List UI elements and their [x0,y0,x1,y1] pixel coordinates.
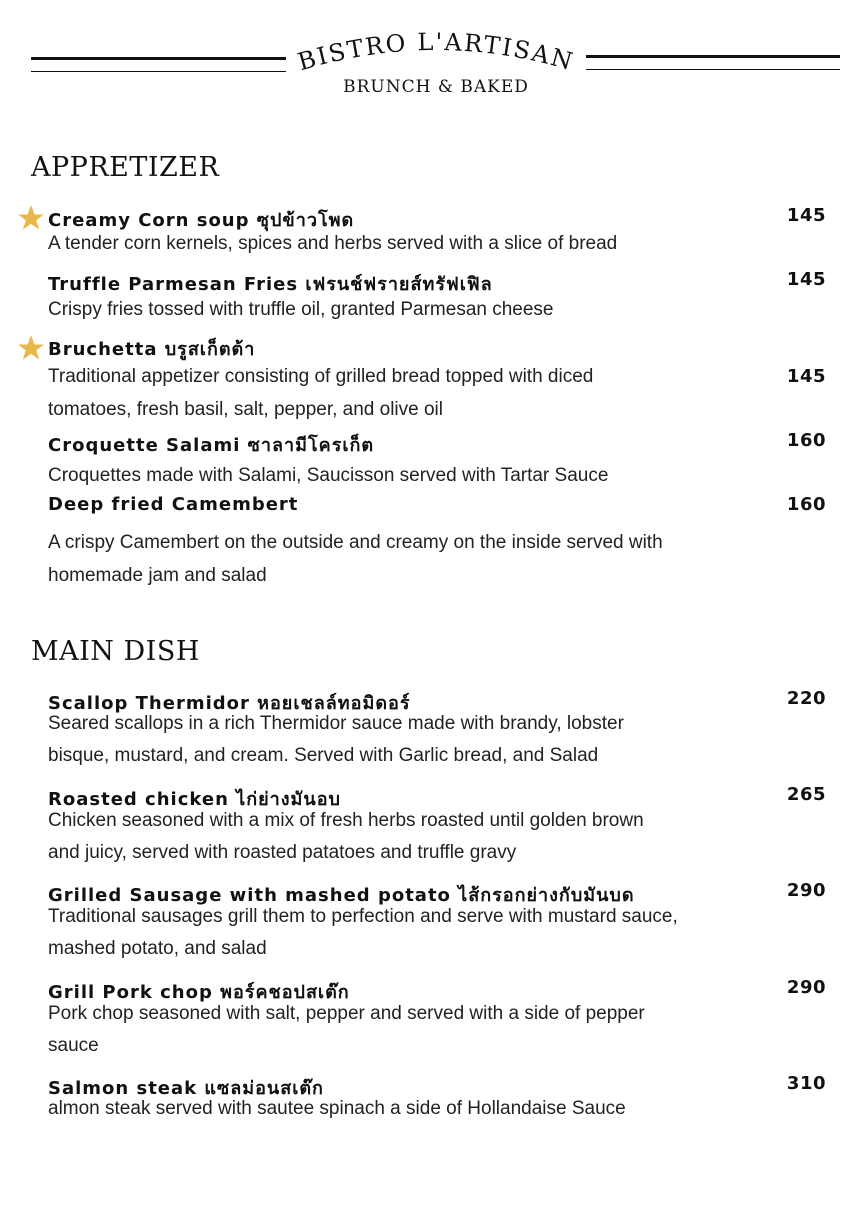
svg-text:BISTRO L'ARTISAN [295,28,578,76]
menu-item-description: bisque, mustard, and cream. Served with Garlic bread, and Salad [48,745,599,766]
menu-item-name: Grilled Sausage with mashed potato ไส้กรอกย่างกับมันบด [48,885,635,906]
header-rule-left-thick [31,57,286,60]
menu-item-description: Chicken seasoned with a mix of fresh herbs roasted until golden brown [48,810,644,831]
menu-item-price: 290 [786,880,826,901]
menu-item-name: Bruchetta บรูสเก็ตต้า [48,339,256,360]
header-rule-right-thick [586,55,840,58]
menu-item-description: A tender corn kernels, spices and herbs served with a slice of bread [48,233,618,254]
menu-item-description: homemade jam and salad [48,565,267,586]
menu-item-description: Traditional appetizer consisting of grilled bread topped with diced [48,366,594,387]
menu-item-description: almon steak served with sautee spinach a side of Hollandaise Sauce [48,1098,626,1119]
section-title-appetizer: APPRETIZER [31,152,220,183]
menu-item-price: 160 [786,430,826,451]
menu-item-name: Salmon steak แซลม่อนสเต๊ก [48,1078,324,1099]
header-rule-right-thin [586,69,840,70]
menu-item-price: 265 [786,784,826,805]
menu-item-description: Seared scallops in a rich Thermidor sauce made with brandy, lobster [48,713,624,734]
menu-item-name: Grill Pork chop พอร์คชอปสเต๊ก [48,982,350,1003]
menu-item-price: 220 [786,688,826,709]
menu-item-name: Roasted chicken ไก่ย่างมันอบ [48,789,341,810]
menu-item-description: mashed potato, and salad [48,938,267,959]
menu-item-description: A crispy Camembert on the outside and creamy on the inside served with [48,532,663,553]
brand-subtitle: BRUNCH & BAKED [343,77,529,97]
menu-item-description: Traditional sausages grill them to perfection and serve with mustard sauce, [48,906,678,927]
header-rule-left-thin [31,71,286,72]
menu-item-price: 290 [786,977,826,998]
menu-item-price: 145 [786,205,826,226]
menu-item-price: 145 [786,366,826,387]
brand-title-text: BISTRO L'ARTISAN [294,27,578,77]
menu-item-name: Truffle Parmesan Fries เฟรนช์ฟรายส์ทรัฟเฟิล [48,274,493,295]
star-icon [17,334,45,362]
menu-item-price: 310 [786,1073,826,1094]
menu-item-price: 160 [786,494,826,515]
menu-item-description: and juicy, served with roasted patatoes and truffle gravy [48,842,517,863]
brand-title [290,20,582,80]
menu-item-name: Croquette Salami ซาลามีโครเก็ต [48,435,375,456]
star-icon [17,204,45,232]
menu-item-name: Creamy Corn soup ซุปข้าวโพด [48,210,355,231]
menu-item-name: Deep fried Camembert [48,494,299,515]
menu-item-name: Scallop Thermidor หอยเชลล์ทอมิดอร์ [48,693,411,714]
menu-item-price: 145 [786,269,826,290]
section-title-main-dish: MAIN DISH [31,636,200,667]
menu-item-description: Crispy fries tossed with truffle oil, granted Parmesan cheese [48,299,554,320]
menu-item-description: Pork chop seasoned with salt, pepper and served with a side of pepper [48,1003,645,1024]
menu-item-description: Croquettes made with Salami, Saucisson served with Tartar Sauce [48,465,609,486]
menu-item-description: sauce [48,1035,99,1056]
menu-item-description: tomatoes, fresh basil, salt, pepper, and olive oil [48,399,444,420]
